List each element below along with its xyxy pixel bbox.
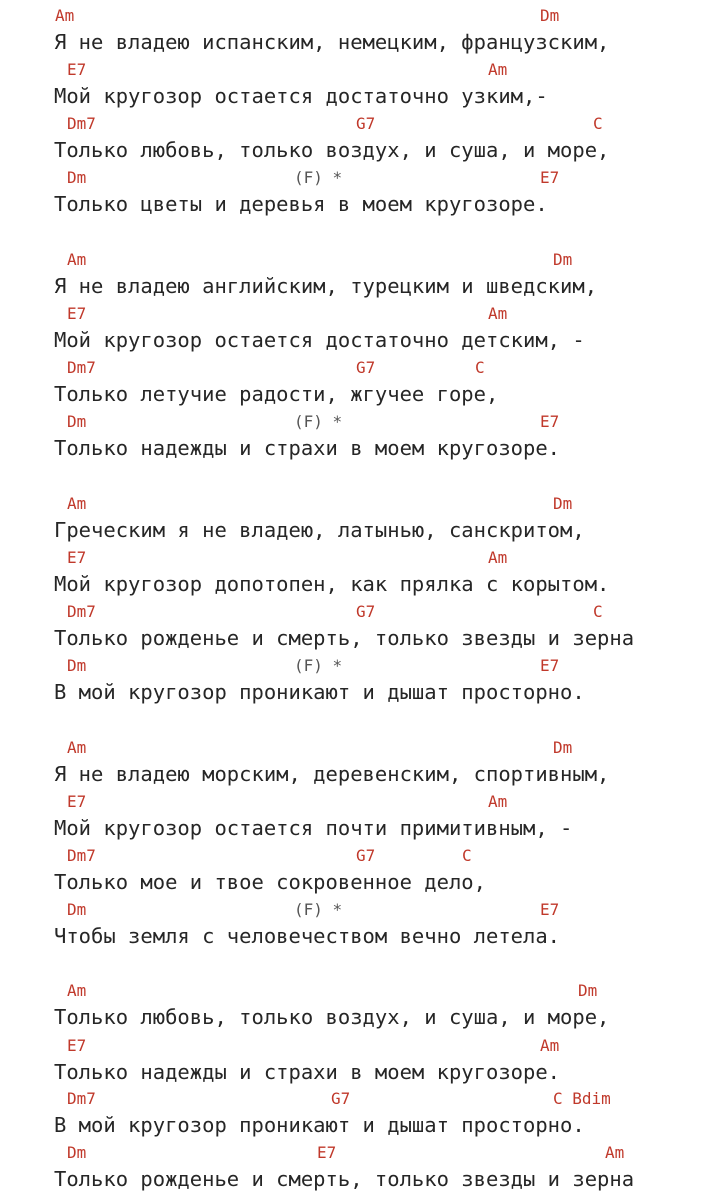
lyric-line [0, 380, 709, 408]
chord-marker: (F) * [294, 168, 343, 187]
lyric-text: Только надежды и страхи в моем кругозоре. [54, 1060, 561, 1084]
lyric-text: Мой кругозор остается достаточно узким,- [54, 84, 548, 108]
chord-marker: (F) * [294, 412, 343, 431]
lyric-text: Только мое и твое сокровенное дело, [54, 870, 486, 894]
chord-label: Am [605, 1143, 625, 1162]
lyric-text: Только цветы и деревья в моем кругозоре. [54, 192, 548, 216]
lyric-text: Чтобы земля с человечеством вечно летела. [54, 924, 561, 948]
lyric-line [0, 570, 709, 598]
lyric-line [0, 82, 709, 110]
chord-marker: (F) * [294, 656, 343, 675]
chord-label: G7 [356, 114, 376, 133]
lyric-line [0, 814, 709, 842]
lyric-line [0, 760, 709, 788]
lyric-text: Греческим я не владею, латынью, санскритом, [54, 518, 585, 542]
chord-label: G7 [356, 602, 376, 621]
chord-label: Am [55, 6, 75, 25]
lyric-line [0, 1058, 709, 1086]
chord-label: Dm [578, 981, 598, 1000]
chord-label: Dm [553, 494, 573, 513]
chord-label: Am [488, 60, 508, 79]
chord-label: Am [488, 304, 508, 323]
chord-label: E7 [540, 656, 560, 675]
lyric-text: Мой кругозор остается достаточно детским, - [54, 328, 585, 352]
chord-marker: (F) * [294, 900, 343, 919]
lyric-text: Только любовь, только воздух, и суша, и море, [54, 1005, 610, 1029]
chord-label: Am [67, 250, 87, 269]
lyric-text: Я не владею английским, турецким и шведским, [54, 274, 598, 298]
chord-label: Dm [553, 250, 573, 269]
chord-label: C [475, 358, 485, 377]
chord-label: E7 [67, 304, 87, 323]
lyric-line [0, 136, 709, 164]
chord-label: G7 [356, 358, 376, 377]
lyric-line [0, 1165, 709, 1193]
chord-label: Am [540, 1036, 560, 1055]
lyric-text: Только рожденье и смерть, только звезды и зерна [54, 626, 635, 650]
chord-label: G7 [356, 846, 376, 865]
lyric-text: Только любовь, только воздух, и суша, и море, [54, 138, 610, 162]
chord-label: Dm [67, 900, 87, 919]
chord-label: Dm [67, 412, 87, 431]
chord-label: E7 [67, 60, 87, 79]
chord-label: E7 [67, 1036, 87, 1055]
chord-label: C [462, 846, 472, 865]
chord-label: Am [488, 792, 508, 811]
chord-label: Am [67, 738, 87, 757]
chord-label: G7 [331, 1089, 351, 1108]
chord-label: E7 [67, 548, 87, 567]
chord-label: Dm7 [67, 602, 96, 621]
chord-label: Dm7 [67, 114, 96, 133]
chord-label: E7 [317, 1143, 337, 1162]
lyric-line [0, 28, 709, 56]
chord-label: Am [67, 981, 87, 1000]
lyric-line [0, 922, 709, 950]
lyric-text: Я не владею испанским, немецким, французским, [54, 30, 610, 54]
chord-label: Dm7 [67, 358, 96, 377]
lyric-line [0, 326, 709, 354]
lyric-line [0, 190, 709, 218]
lyric-text: Мой кругозор остается почти примитивным, - [54, 816, 573, 840]
chord-label: Dm7 [67, 846, 96, 865]
lyric-text: Мой кругозор допотопен, как прялка с корытом. [54, 572, 610, 596]
lyric-text: В мой кругозор проникают и дышат просторно. [54, 1113, 585, 1137]
lyric-text: Только летучие радости, жгучее горе, [54, 382, 499, 406]
chord-label: Dm [540, 6, 560, 25]
lyric-line [0, 516, 709, 544]
chord-label: Dm7 [67, 1089, 96, 1108]
chord-label: E7 [540, 900, 560, 919]
chord-label: C [593, 114, 603, 133]
chord-label: E7 [540, 168, 560, 187]
lyric-line [0, 434, 709, 462]
chord-label: C [593, 602, 603, 621]
lyric-line [0, 1111, 709, 1139]
lyric-line [0, 272, 709, 300]
chord-label: C Bdim [553, 1089, 611, 1108]
lyric-line [0, 868, 709, 896]
lyric-line [0, 1003, 709, 1031]
lyric-text: Только надежды и страхи в моем кругозоре. [54, 436, 561, 460]
chord-label: Am [67, 494, 87, 513]
chord-label: Am [488, 548, 508, 567]
chord-label: E7 [67, 792, 87, 811]
lyric-line [0, 678, 709, 706]
chord-label: Dm [67, 168, 87, 187]
lyric-text: Только рожденье и смерть, только звезды и зерна [54, 1167, 635, 1191]
lyric-text: В мой кругозор проникают и дышат просторно. [54, 680, 585, 704]
lyric-text: Я не владею морским, деревенским, спортивным, [54, 762, 610, 786]
lyric-line [0, 624, 709, 652]
chord-label: Dm [67, 656, 87, 675]
chord-label: Dm [553, 738, 573, 757]
chord-label: Dm [67, 1143, 87, 1162]
chord-label: E7 [540, 412, 560, 431]
